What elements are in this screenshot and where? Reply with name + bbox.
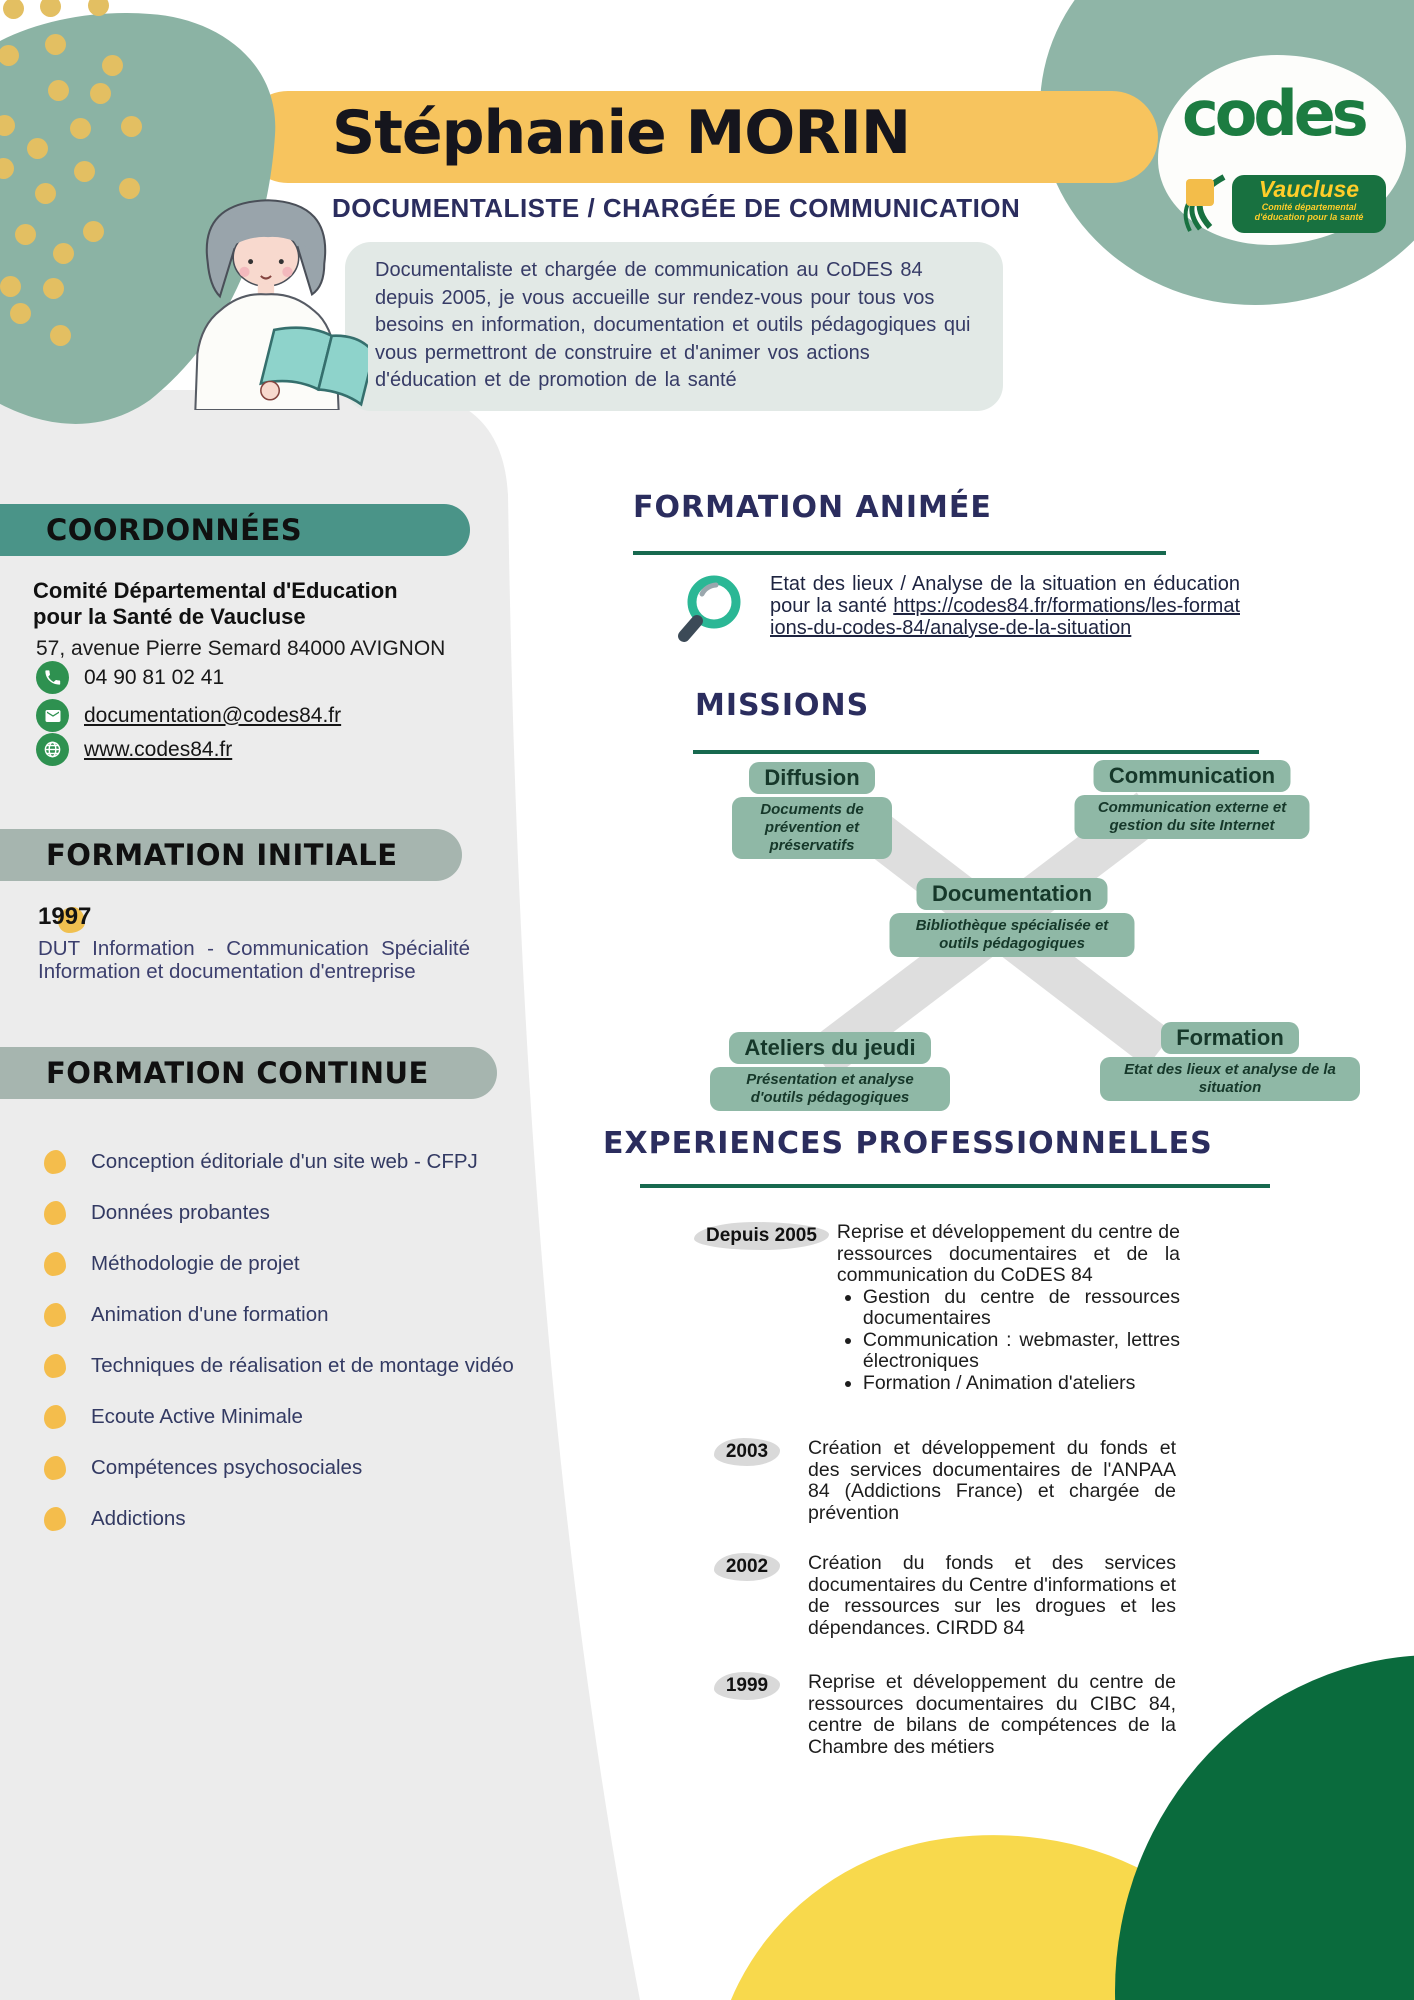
decorative-dot [0,115,15,136]
formation-animee-link[interactable]: https://codes84.fr/formations/les-formations-du-codes-84/analyse-de-la-situation [770,595,1240,639]
decorative-dot [0,45,19,66]
mission-label: Communication [1094,760,1290,792]
decorative-dot [40,0,61,17]
bullet-blob-icon [44,1303,66,1327]
bullet-blob-icon [44,1252,66,1276]
formation-initiale-degree: DUT Information - Communication Spécialité Information et documentation d'entreprise [38,937,470,983]
formation-continue-list [44,1136,514,1544]
bullet-blob-icon [44,1507,66,1531]
job-title: DOCUMENTALISTE / CHARGÉE DE COMMUNICATION [332,193,1021,223]
experience-bullet: • Communication : webmaster, lettres électroniques [863,1330,1180,1373]
phone-icon [36,661,69,694]
list-item-label: Addictions [91,1506,186,1530]
logo-tagline-2: d'éducation pour la santé [1254,212,1364,222]
decorative-dot [83,221,104,242]
list-item-label: Compétences psychosociales [91,1455,363,1479]
decorative-dot [119,178,140,199]
mission-detail: Documents de prévention et préservatifs [732,797,892,859]
list-item-label: Méthodologie de projet [91,1251,300,1275]
period-badge: Depuis 2005 [694,1222,829,1250]
decorative-dot [88,0,109,16]
experience-bullet: • Formation / Animation d'ateliers [863,1373,1180,1395]
formation-animee-underline [633,551,1166,555]
experience-entry [694,1438,1180,1524]
formation-initiale-banner [0,829,462,881]
decorative-dot [102,55,123,76]
envelope-icon [36,699,69,732]
list-item [44,1442,514,1493]
mission-label: Diffusion [749,762,874,794]
logo-banner [1232,175,1386,233]
decorative-dot [74,161,95,182]
mission-detail: Communication externe et gestion du site Internet [1075,795,1310,839]
phone-number: 04 90 81 02 41 [84,665,225,689]
formation-animee-description: Etat des lieux / Analyse de la situation en éducation pour la santé [770,573,1240,617]
intro-bubble [345,242,1003,411]
list-item [44,1493,514,1544]
bullet-blob-icon [44,1354,66,1378]
decorative-dot [35,183,56,204]
phone-row [36,661,224,694]
formation-continue-title: FORMATION CONTINUE [46,1056,429,1090]
decorative-dot [43,278,64,299]
mission-label: Ateliers du jeudi [729,1032,930,1064]
list-item-label: Techniques de réalisation et de montage vidéo [91,1353,514,1377]
list-item-label: Données probantes [91,1200,270,1224]
list-item [44,1391,514,1442]
decorative-dot [121,116,142,137]
coordonnees-banner [0,504,470,556]
mission-diffusion [732,762,892,859]
period-badge: 1999 [714,1672,780,1700]
decorative-dot [10,303,31,324]
missions-title: MISSIONS [695,688,870,723]
experience-bullet: • Gestion du centre de ressources documentaires [863,1287,1180,1330]
mission-documentation [890,878,1135,957]
decorative-dot [27,138,48,159]
email-row [36,699,341,732]
logo-tagline-1: Comité départemental [1261,202,1357,212]
address: 57, avenue Pierre Semard 84000 AVIGNON [36,637,446,660]
experience-entry [694,1672,1180,1758]
formation-continue-banner [0,1047,497,1099]
formation-initiale-title: FORMATION INITIALE [46,838,398,872]
decorative-dot [0,158,14,179]
experience-text: Création du fonds et des services documentaires du Centre d'informations et de ressources sur les drogues et les dépendances. CIRDD 84 [808,1552,1176,1639]
decorative-dot [0,276,21,297]
website-row [36,733,232,766]
organization-line2: pour la Santé de Vaucluse [33,604,306,629]
formation-initiale-year: 1997 [38,903,92,930]
list-item [44,1238,514,1289]
mission-detail: Bibliothèque spécialisée et outils pédagogiques [890,913,1135,957]
mission-label: Documentation [917,878,1107,910]
bullet-blob-icon [44,1456,66,1480]
mission-label: Formation [1161,1022,1299,1054]
mission-formation [1100,1022,1360,1101]
organization-name [33,578,398,630]
magnifier-icon [676,572,754,652]
logo-yellow-square [1186,179,1214,206]
experience-text: Création et développement du fonds et des services documentaires de l'ANPAA 84 (Addictions France) et chargée de prévention [808,1437,1176,1524]
list-item [44,1136,514,1187]
globe-icon [36,733,69,766]
decorative-dot [90,83,111,104]
decorative-dot [70,118,91,139]
experiences-title: EXPERIENCES PROFESSIONNELLES [603,1126,1213,1161]
experience-bullets [837,1287,1180,1395]
missions-underline [693,750,1259,754]
list-item-label: Conception éditoriale d'un site web - CFPJ [91,1149,478,1173]
website-link[interactable]: www.codes84.fr [84,737,233,761]
page-title: Stéphanie MORIN [332,98,911,168]
organization-line1: Comité Départemental d'Education [33,578,398,603]
coordonnees-title: COORDONNÉES [46,513,303,547]
list-item-label: Animation d'une formation [91,1302,329,1326]
decorative-dot [3,0,24,19]
logo-region: Vaucluse [1258,176,1360,202]
formation-animee-text [770,573,1240,639]
bullet-blob-icon [44,1201,66,1225]
intro-text: Documentaliste et chargée de communication au CoDES 84 depuis 2005, je vous accueille sur rendez-vous pour tous vos besoins en information, documentation et outils pédagogiques qui vous permettront de construire et d'animer vos actions d'éducation et de promotion de la santé [375,259,971,391]
list-item [44,1340,514,1391]
bullet-blob-icon [44,1150,66,1174]
decorative-dot [48,80,69,101]
experience-text: Reprise et développement du centre de ressources documentaires et de la communication du CoDES 84 [836,1221,1180,1286]
experience-text: Reprise et développement du centre de ressources documentaires du CIBC 84, centre de bilans de compétences de la Chambre des métiers [808,1671,1176,1758]
codes-logo [1158,55,1406,245]
list-item [44,1187,514,1238]
experiences-underline [640,1184,1270,1188]
list-item [44,1289,514,1340]
period-badge: 2002 [714,1553,780,1581]
decorative-dot [45,34,66,55]
mission-detail: Etat des lieux et analyse de la situation [1100,1057,1360,1101]
bullet-blob-icon [44,1405,66,1429]
mission-communication [1075,760,1310,839]
period-badge: 2003 [714,1438,780,1466]
experience-entry [694,1553,1180,1639]
email-link[interactable]: documentation@codes84.fr [84,703,342,727]
formation-animee-title: FORMATION ANIMÉE [633,490,992,525]
codes-logo-wordmark: codes [1182,77,1365,150]
experience-entry [694,1222,1180,1394]
mission-detail: Présentation et analyse d'outils pédagogiques [710,1067,950,1111]
list-item-label: Ecoute Active Minimale [91,1404,303,1428]
decorative-dot [53,243,74,264]
decorative-dot [15,224,36,245]
decorative-dot [50,325,71,346]
mission-ateliers-du-jeudi [710,1032,950,1111]
